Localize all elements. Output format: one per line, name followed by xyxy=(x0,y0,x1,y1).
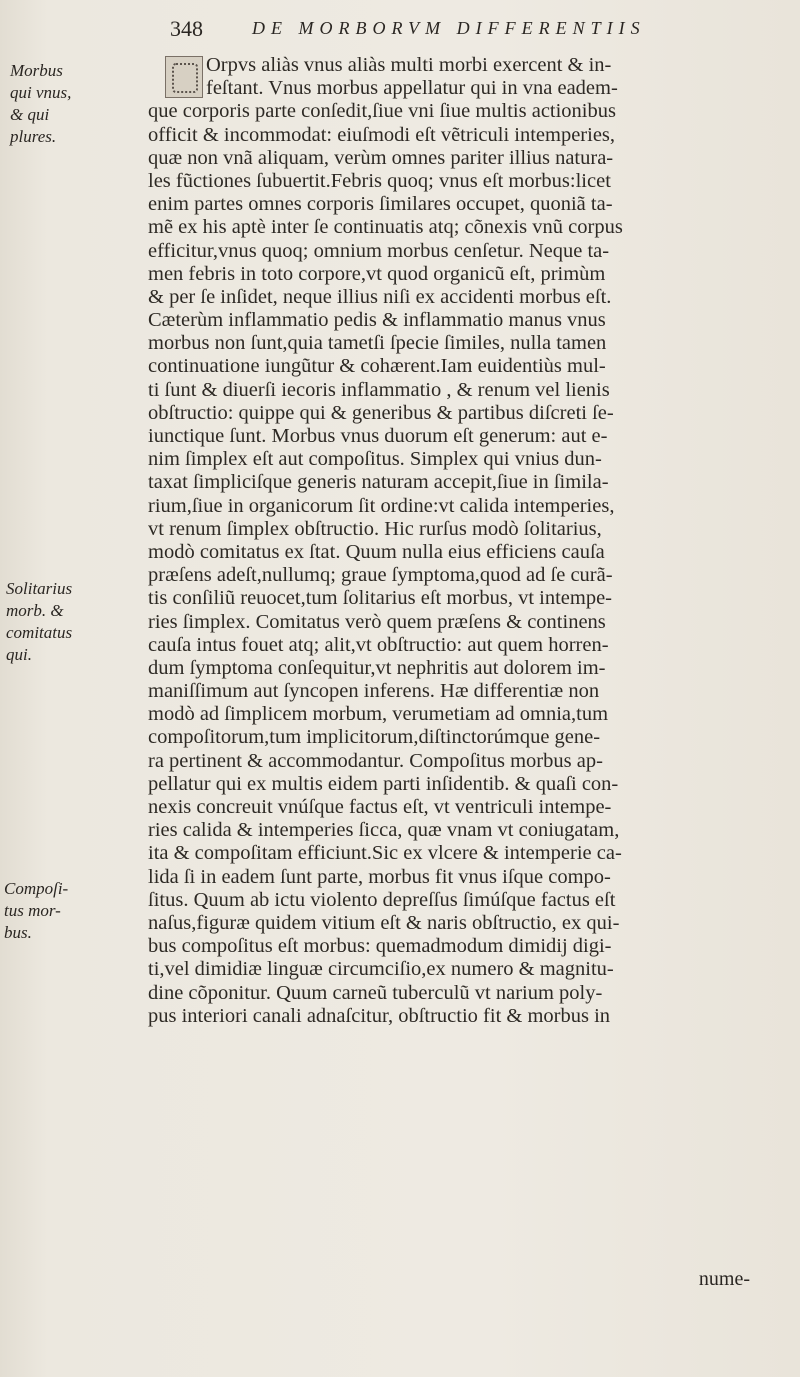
text-line: nexis concreuit vnúſque factus eſt, vt ventriculi intempe- xyxy=(148,796,612,818)
margin-note-line: Solitarius xyxy=(6,579,73,598)
margin-note-line: Morbus xyxy=(10,61,63,80)
margin-note-morbus xyxy=(10,60,71,148)
text-line: ries calida & intemperies ſicca, quæ vnam vt coniugatam, xyxy=(148,819,620,842)
margin-note-line: qui vnus, xyxy=(10,83,72,102)
text-line: enim partes omnes corporis ſimilares occupet, quoniã ta- xyxy=(148,193,613,216)
text-line: ti ſunt & diuerſi iecoris inflammatio , & renum vel lienis xyxy=(148,378,610,401)
text-line: men febris in toto corpore,vt quod organicũ eſt, primùm xyxy=(148,262,606,285)
text-line: tis conſiliũ reuocet,tum ſolitarius eſt morbus, vt intempe- xyxy=(148,587,613,610)
margin-note-solitarius xyxy=(6,578,72,666)
text-line: maniſſimum aut ſyncopen inferens. Hæ differentiæ non xyxy=(148,680,600,703)
text-line: dum ſymptoma conſequitur,vt nephritis aut dolorem im- xyxy=(148,656,606,679)
text-line: ti,vel dimidiæ linguæ circumciſio,ex numero & magnitu- xyxy=(148,958,614,981)
text-line: Cæterùm inflammatio pedis & inflammatio manus vnus xyxy=(148,309,606,332)
text-line: ſitus. Quum ab ictu violento depreſſus ſimúſque factus eſt xyxy=(148,888,616,911)
page-header xyxy=(170,8,730,44)
text-line: ries ſimplex. Comitatus verò quem præſens & continens xyxy=(148,610,606,633)
margin-note-line: & qui xyxy=(10,105,50,124)
text-line: mẽ ex his aptè inter ſe continuatis atq; cõnexis vnũ corpus xyxy=(148,216,623,239)
text-line: naſus,figuræ quidem vitium eſt & naris obſtructio, ex qui- xyxy=(148,911,620,934)
text-line: quæ non vnã aliquam, verùm omnes pariter illius natura- xyxy=(148,146,614,169)
text-line: lida ſi in eadem ſunt parte, morbus fit vnus iſque compo- xyxy=(148,865,611,888)
text-line: præſens adeſt,nullumq; graue ſymptoma,quod ad ſe curã- xyxy=(148,564,613,587)
text-line: morbus non ſunt,quia tametſi ſpecie ſimiles, nulla tamen xyxy=(148,332,607,355)
margin-note-line: qui. xyxy=(6,645,32,664)
text-line: modò ad ſimplicem morbum, verumetiam ad omnia,tum xyxy=(148,703,609,726)
text-line: obſtructio: quippe qui & generibus & partibus diſcreti ſe- xyxy=(148,401,614,424)
text-line: continuatione iungũtur & cohærent.Iam euidentiùs mul- xyxy=(148,355,606,378)
text-line: rium,ſiue in organicorum ſit ordine:vt calida intemperies, xyxy=(148,494,615,517)
text-line: ita & compoſitam efficiunt.Sic ex vlcere & intemperie ca- xyxy=(148,842,622,865)
margin-note-line: tus mor- xyxy=(4,901,61,920)
text-line: pellatur qui ex multis eidem parti inſidentib. & quaſi con- xyxy=(148,772,619,795)
page-number: 348 xyxy=(170,16,203,41)
text-line: & per ſe inſidet, neque illius niſi ex accidenti morbus eſt. xyxy=(148,285,612,308)
text-line: que corporis parte conſedit,ſiue vni ſiue multis actionibus xyxy=(148,100,616,123)
text-line: feſtant. Vnus morbus appellatur qui in vna eadem- xyxy=(206,77,618,100)
margin-note-compositus xyxy=(4,878,68,944)
margin-note-line: Compoſi- xyxy=(4,879,69,898)
text-line: bus compoſitus eſt morbus: quemadmodum dimidij digi- xyxy=(148,935,612,958)
text-line: officit & incommodat: eiuſmodi eſt vẽtriculi intemperies, xyxy=(148,123,616,146)
margin-note-line: comitatus xyxy=(6,623,73,642)
text-line: Orpvs aliàs vnus aliàs multi morbi exercent & in- xyxy=(206,54,612,76)
margin-note-line: plures. xyxy=(10,127,57,146)
text-line: pus interiori canali adnaſcitur, obſtructio fit & morbus in xyxy=(148,1004,611,1027)
text-line: nim ſimplex eſt aut compoſitus. Simplex qui vnius dun- xyxy=(148,448,602,471)
text-line: vt renum ſimplex obſtructio. Hic rurſus modò ſolitarius, xyxy=(148,517,602,540)
margin-note-line: bus. xyxy=(4,923,32,942)
text-line: dine cõponitur. Quum carneũ tuberculũ vt narium poly- xyxy=(148,981,603,1004)
text-line: iunctique ſunt. Morbus vnus duorum eſt generum: aut e- xyxy=(148,425,608,447)
catchword: nume- xyxy=(698,1268,750,1290)
running-title: DE MORBORVM DIFFERENTIIS xyxy=(252,18,646,38)
margin-note-line: morb. & xyxy=(6,601,64,620)
main-text-block xyxy=(148,54,748,1028)
text-line: les fũctiones ſubuertit.Febris quoq; vnus eſt morbus:licet xyxy=(148,169,611,192)
text-line: ra pertinent & accommodantur. Compoſitus morbus ap- xyxy=(148,749,603,772)
text-line: taxat ſimpliciſque generis naturam accepit,ſiue in ſimila- xyxy=(148,471,609,494)
text-line: modò comitatus ex ſtat. Quum nulla eius efficiens cauſa xyxy=(148,540,605,563)
text-line: efficitur,vnus quoq; omnium morbus cenſetur. Neque ta- xyxy=(148,239,610,262)
text-line: cauſa intus fouet atq; alit,vt obſtructio: aut quem horren- xyxy=(148,633,609,656)
text-line: compoſitorum,tum implicitorum,diſtinctorúmque gene- xyxy=(148,726,601,749)
